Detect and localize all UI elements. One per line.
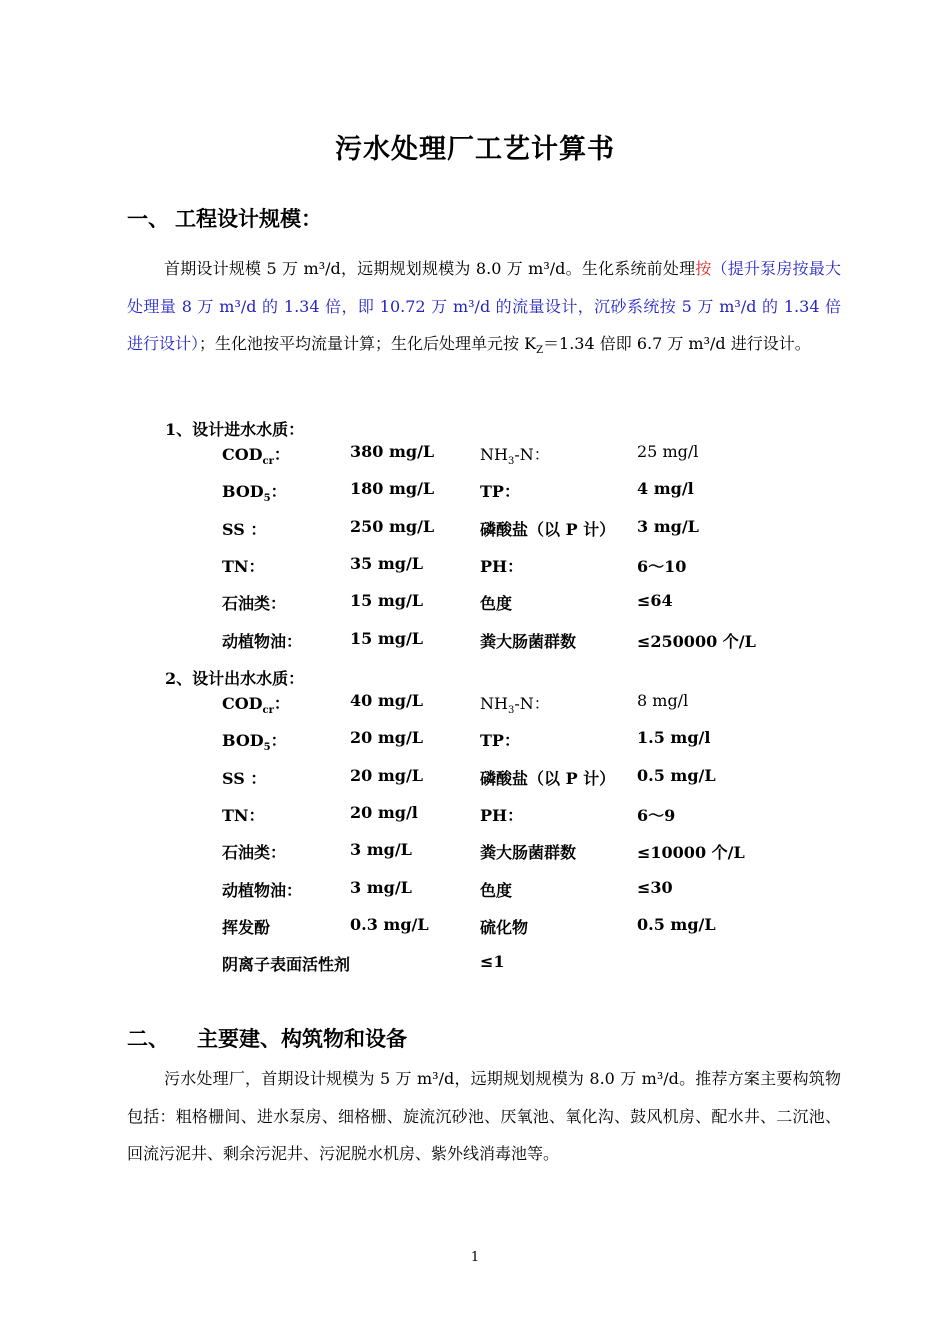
table-row <box>0 554 950 584</box>
table-row <box>0 840 950 870</box>
para-text: ；生化池按平均流量计算；生化后处理单元按 K <box>199 334 537 353</box>
parameter-value: 15 mg/L <box>350 628 424 648</box>
parameter-name: TN： <box>222 805 265 825</box>
section1-number: 一、 <box>127 206 169 231</box>
parameter-name: $COD_{cr}$： <box>222 694 290 717</box>
parameter-name: TP： <box>480 731 520 751</box>
table-row <box>0 803 950 833</box>
parameter-name: 硫化物 <box>480 917 529 937</box>
parameter-name: 色度 <box>480 594 513 614</box>
parameter-name: PH： <box>480 556 524 576</box>
parameter-value: 250 mg/L <box>350 516 435 536</box>
parameter-value: 35 mg/L <box>350 553 424 573</box>
parameter-value: 0.5 mg/L <box>637 765 716 785</box>
parameter-name: TP： <box>480 482 520 502</box>
parameter-value: 8 mg/l <box>637 691 689 710</box>
para-text-red: 按 <box>695 259 712 278</box>
parameter-value: 20 mg/L <box>350 728 424 748</box>
parameter-value: 4 mg/l <box>637 479 694 499</box>
parameter-value: 25 mg/l <box>637 442 699 461</box>
parameter-value: 180 mg/L <box>350 479 435 499</box>
section2-paragraph: 污水处理厂，首期设计规模为 5 万 m³/d，远期规划规模为 8.0 万 m³/d。推荐方案主要构筑物包括：粗格栅间、进水泵房、细格栅、旋流沉砂池、厌氧池、氧化沟、鼓风机房、配水井、二沉池、回流污泥井、剩余污泥井、污泥脱水机房、紫外线消毒池等。 <box>127 1069 841 1163</box>
inlet-quality-heading: 1、设计进水水质： <box>165 420 305 439</box>
parameter-value: 40 mg/L <box>350 691 424 710</box>
parameter-name: 阴离子表面活性剂 <box>222 955 351 975</box>
table-row <box>0 629 950 659</box>
parameter-value: 0.3 mg/L <box>350 914 429 934</box>
table-row <box>0 952 950 982</box>
parameter-name: 磷酸盐（以 P 计） <box>480 519 616 539</box>
parameter-name: SS ： <box>222 519 267 539</box>
table-row <box>0 915 950 945</box>
parameter-value: 3 mg/L <box>637 516 699 536</box>
para-text: ＝1.34 倍即 6.7 万 m³/d 进行设计。 <box>543 334 811 353</box>
parameter-name: 石油类： <box>222 594 287 614</box>
table-row <box>0 691 950 721</box>
parameter-name: $NH_3-N$： <box>480 694 550 717</box>
parameter-value: 3 mg/L <box>350 877 412 897</box>
parameter-name: ≤1 <box>480 952 505 972</box>
section1-paragraph <box>127 250 841 370</box>
page-title: 污水处理厂工艺计算书 <box>335 134 615 165</box>
parameter-name: 动植物油： <box>222 631 303 651</box>
parameter-name: TN： <box>222 556 265 576</box>
parameter-value: 0.5 mg/L <box>637 914 716 934</box>
para-subscript: Z <box>536 345 544 357</box>
table-row <box>0 728 950 758</box>
table-row <box>0 442 950 472</box>
parameter-name: $NH_3-N$： <box>480 445 550 468</box>
parameter-name: 磷酸盐（以 P 计） <box>480 768 616 788</box>
parameter-name: 石油类： <box>222 843 287 863</box>
parameter-value: 6～10 <box>637 556 687 576</box>
parameter-name: 动植物油： <box>222 880 303 900</box>
parameter-name: SS ： <box>222 768 267 788</box>
section2-title: 主要建、构筑物和设备 <box>197 1026 407 1051</box>
table-row <box>0 479 950 509</box>
parameter-value: ≤250000 个/L <box>637 631 756 651</box>
parameter-name: 粪大肠菌群数 <box>480 631 577 651</box>
parameter-name: $COD_{cr}$： <box>222 445 290 468</box>
table-row <box>0 517 950 547</box>
parameter-value: 15 mg/L <box>350 591 424 611</box>
parameter-value: 6～9 <box>637 805 676 825</box>
page-number: 1 <box>470 1250 480 1265</box>
para-text: 首期设计规模 5 万 m³/d，远期规划规模为 8.0 万 m³/d。生化系统前处理 <box>164 259 696 278</box>
parameter-name: PH： <box>480 805 524 825</box>
table-row <box>0 766 950 796</box>
parameter-value: 20 mg/L <box>350 765 424 785</box>
parameter-value: 1.5 mg/l <box>637 728 711 748</box>
section2-number: 二、 <box>127 1026 169 1051</box>
table-row <box>0 878 950 908</box>
parameter-name: 挥发酚 <box>222 917 271 937</box>
parameter-name: 色度 <box>480 880 513 900</box>
parameter-name: $BOD_5$： <box>222 731 287 754</box>
outlet-quality-heading: 2、设计出水水质： <box>165 669 305 688</box>
para-text-blue: （提升泵房按最大处理量 8 万 m³/d 的 1.34 倍，即 10.72 万 m³/d 的流量设计，沉砂系统按 5 万 m³/d 的 1.34 倍进行设计） <box>127 259 841 353</box>
table-row <box>0 591 950 621</box>
parameter-value: 3 mg/L <box>350 840 412 860</box>
section2-heading <box>127 1023 407 1053</box>
section1-heading <box>127 203 322 233</box>
parameter-value: ≤64 <box>637 591 673 611</box>
parameter-name: 粪大肠菌群数 <box>480 843 577 863</box>
section1-title: 工程设计规模： <box>175 206 322 231</box>
parameter-value: 380 mg/L <box>350 442 435 461</box>
parameter-value: ≤30 <box>637 877 673 897</box>
parameter-value: ≤10000 个/L <box>637 843 745 863</box>
parameter-name: $BOD_5$： <box>222 482 287 505</box>
parameter-value: 20 mg/l <box>350 802 418 822</box>
